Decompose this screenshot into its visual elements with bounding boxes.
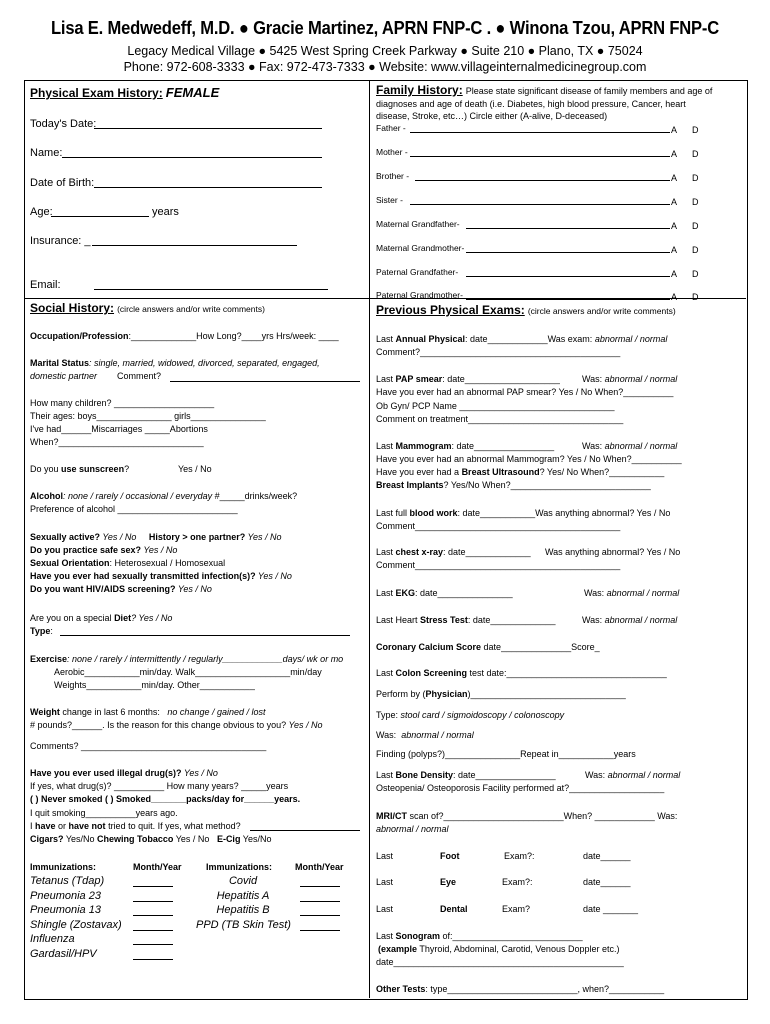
sti-row[interactable]: Have you ever had sexually transmitted infection(s)? Yes / No [30, 571, 292, 581]
pap-smear-row[interactable]: Last PAP smear: date___________________ [376, 374, 560, 384]
alive-option[interactable]: A [671, 292, 678, 302]
stress-test-row[interactable]: Last Heart Stress Test: date_____________ [376, 615, 556, 625]
last-eye-label: Last [376, 877, 394, 887]
alive-option[interactable]: A [671, 269, 678, 279]
immunization-date-field[interactable] [133, 915, 173, 916]
alive-option[interactable]: A [671, 221, 678, 231]
drugs-which-row[interactable]: If yes, what drug(s)? __________ How many years? _____years [30, 781, 289, 791]
clinic-contact: Phone: 972-608-3333 ● Fax: 972-473-7333 ● Website: www.villageinternalmedicinegroup.com [123, 60, 647, 74]
weight-change-row[interactable]: Weight change in last 6 months: no change / gained / lost [30, 707, 266, 717]
immunization-item: Covid [228, 875, 258, 887]
family-member-field[interactable] [466, 299, 670, 300]
last-dental-label: Last [376, 904, 394, 914]
email-label: Email: [30, 279, 61, 291]
annual-physical-row[interactable]: Last Annual Physical: date____________Was exam: abnormal / normal [376, 334, 668, 344]
eye-exam-question[interactable]: Exam?: [502, 877, 533, 887]
quit-method-field[interactable] [250, 830, 360, 831]
alive-option[interactable]: A [671, 245, 678, 255]
stress-test-result[interactable]: Was: abnormal / normal [582, 615, 678, 625]
immunization-date-field[interactable] [133, 886, 173, 887]
colon-result-row[interactable]: Was: abnormal / normal [376, 730, 474, 740]
coronary-calcium-row[interactable]: Coronary Calcium Score date______________Score_ [376, 642, 600, 652]
chest-xray-row[interactable]: Last chest x-ray: date_____________ [376, 547, 531, 557]
sunscreen-question[interactable]: Do you use sunscreen? [30, 464, 130, 474]
safe-sex-row[interactable]: Do you practice safe sex? Yes / No [30, 545, 178, 555]
alcohol-row[interactable]: Alcohol: none / rarely / occasional / everyday #_____drinks/week? [30, 491, 298, 501]
immunization-item: Gardasil/HPV [30, 947, 97, 960]
pap-result[interactable]: Was: abnormal / normal [582, 374, 678, 384]
foot-exam-question[interactable]: Exam?: [504, 851, 535, 861]
breast-ultrasound-row[interactable]: Have you ever had a Breast Ultrasound? Yes/ No When?___________ [376, 467, 665, 477]
mri-ct-result[interactable]: abnormal / normal [376, 824, 449, 834]
family-member-label: Maternal Grandmother- [376, 243, 465, 253]
colon-screening-row[interactable]: Last Colon Screening test date:________________________________ [376, 668, 667, 678]
deceased-option[interactable]: D [692, 269, 699, 279]
illegal-drugs-row[interactable]: Have you ever used illegal drug(s)? Yes / No [30, 768, 218, 778]
pounds-row[interactable]: # pounds?______. Is the reason for this change obvious to you? Yes / No [30, 720, 323, 730]
breast-implants-row[interactable]: Breast Implants? Yes/No When?____________________________ [376, 480, 651, 490]
annual-comment[interactable]: Comment?________________________________________ [376, 347, 621, 357]
email-field[interactable] [94, 289, 328, 290]
osteo-row[interactable]: Osteopenia/ Osteoporosis Facility performed at?___________________ [376, 783, 665, 793]
foot-exam-date[interactable]: date______ [583, 851, 631, 861]
family-member-label: Mother - [376, 147, 408, 157]
family-member-field[interactable] [410, 204, 670, 205]
immunization-item: Shingle (Zostavax) [30, 918, 122, 931]
immunization-date-field[interactable] [133, 959, 173, 960]
children-ages[interactable]: Their ages: boys_______________ girls_______________ [30, 411, 266, 421]
family-history-title: Family History: Please state significant disease of family members and age of [376, 83, 713, 97]
chest-xray-abnormal[interactable]: Was anything abnormal? Yes / No [545, 547, 681, 557]
ekg-row[interactable]: Last EKG: date_______________ [376, 588, 513, 598]
smoking-row[interactable]: ( ) Never smoked ( ) Smoked_______packs/day for______years. [30, 794, 301, 804]
family-member-field[interactable] [466, 276, 670, 277]
sunscreen-yes-no[interactable]: Yes / No [178, 464, 212, 474]
occupation-row[interactable]: Occupation/Profession:_____________How Long?____yrs Hrs/week: ____ [30, 331, 339, 341]
insurance-field[interactable] [92, 245, 297, 246]
family-member-label: Paternal Grandmother- [376, 290, 463, 300]
deceased-option[interactable]: D [692, 245, 699, 255]
marital-comment-field[interactable] [170, 381, 360, 382]
marital-status-row[interactable]: Marital Status: single, married, widowed, divorced, separated, engaged, [30, 358, 320, 368]
immunization-date-field[interactable] [133, 930, 173, 931]
center-divider [369, 80, 370, 998]
immunizations-left-list [30, 874, 122, 962]
mammogram-row[interactable]: Last Mammogram: date________________ [376, 441, 555, 451]
family-member-label: Maternal Grandfather- [376, 219, 460, 229]
children-count[interactable]: How many children? ____________________ [30, 398, 215, 408]
alive-option[interactable]: A [671, 197, 678, 207]
orientation-row[interactable]: Sexual Orientation: Heterosexual / Homosexual [30, 558, 226, 568]
todays-date-label: Today's Date: [30, 118, 97, 130]
alive-option[interactable]: A [671, 149, 678, 159]
immunization-date-field[interactable] [300, 930, 340, 931]
family-member-label: Sister - [376, 195, 403, 205]
pap-ever-abnormal[interactable]: Have you ever had an abnormal PAP smear? Yes / No When?__________ [376, 387, 674, 397]
deceased-option[interactable]: D [692, 149, 699, 159]
deceased-option[interactable]: D [692, 197, 699, 207]
bone-density-row[interactable]: Last Bone Density: date________________ [376, 770, 556, 780]
blood-work-row[interactable]: Last full blood work: date___________Was anything abnormal? Yes / No [376, 508, 671, 518]
quit-smoking-row[interactable]: I quit smoking__________years ago. [30, 808, 178, 818]
social-history-title: Social History: (circle answers and/or write comments) [30, 301, 265, 315]
todays-date-field[interactable] [94, 128, 322, 129]
eye-exam-label: Eye [440, 877, 457, 887]
aerobic-walk-row[interactable]: Aerobic___________min/day. Walk___________________min/day [54, 667, 322, 677]
last-foot-label: Last [376, 851, 394, 861]
name-label: Name: [30, 147, 63, 159]
quit-method-row[interactable]: I have or have not tried to quit. If yes, what method? [30, 821, 241, 831]
mammogram-ever-abnormal[interactable]: Have you ever had an abnormal Mammogram? Yes / No When?__________ [376, 454, 682, 464]
alive-option[interactable]: A [671, 125, 678, 135]
hiv-row[interactable]: Do you want HIV/AIDS screening? Yes / No [30, 584, 212, 594]
cigars-tobacco-row[interactable]: Cigars? Yes/No Chewing Tobacco Yes / No E-Cig Yes/No [30, 834, 272, 844]
immunizations-right-list [196, 874, 290, 932]
name-field[interactable] [62, 157, 322, 158]
dob-field[interactable] [94, 187, 322, 188]
immunization-item: Pneumonia 23 [30, 889, 101, 902]
years-label: years [152, 206, 179, 218]
deceased-option[interactable]: D [692, 292, 699, 302]
immunization-item: Hepatitis B [216, 904, 270, 917]
immunization-date-field[interactable] [133, 901, 173, 902]
immunizations-header-right: Immunizations: [206, 862, 273, 872]
diet-row[interactable]: Are you on a special Diet? Yes / No [30, 613, 173, 623]
deceased-option[interactable]: D [692, 173, 699, 183]
sonogram-date[interactable]: date______________________________________________ [376, 957, 624, 967]
sonogram-example: (example Thyroid, Abdominal, Carotid, Venous Doppler etc.) [378, 944, 620, 954]
ekg-result[interactable]: Was: abnormal / normal [584, 588, 680, 598]
immunization-date-field[interactable] [300, 915, 340, 916]
physical-exam-title: Physical Exam History: FEMALE [30, 85, 220, 100]
clinic-address: Legacy Medical Village ● 5425 West Spring Creek Parkway ● Suite 210 ● Plano, TX ● 75024 [127, 44, 643, 58]
polyps-finding-row[interactable]: Finding (polyps?)_______________Repeat in___________years [376, 749, 636, 759]
foot-exam-label: Foot [440, 851, 460, 861]
sexually-active-row[interactable]: Sexually active? Yes / No History > one partner? Yes / No [30, 532, 282, 542]
miscarriages-abortions[interactable]: I've had______Miscarriages _____Abortions [30, 424, 208, 434]
providers-header: Lisa E. Medwedeff, M.D. ● Gracie Martinez, APRN FNP-C . ● Winona Tzou, APRN FNP-C [50, 18, 720, 38]
diet-type-field[interactable] [60, 635, 350, 636]
eye-exam-date[interactable]: date______ [583, 877, 631, 887]
immunizations-header-left: Immunizations: [30, 862, 97, 872]
pregnancy-when[interactable]: When?_____________________________ [30, 437, 204, 447]
weights-other-row[interactable]: Weights___________min/day. Other___________ [54, 680, 255, 690]
month-year-header-left: Month/Year [133, 862, 182, 872]
mri-ct-row[interactable]: MRI/CT scan of?________________________When? ____________ Was: [376, 811, 678, 821]
family-member-field[interactable] [466, 228, 670, 229]
dob-label: Date of Birth: [30, 177, 95, 189]
family-history-intro-2: diagnoses and age of death (i.e. Diabetes, high blood pressure, Cancer, heart [376, 99, 686, 109]
alive-option[interactable]: A [671, 173, 678, 183]
immunization-item: Tetanus (Tdap) [30, 875, 105, 887]
immunization-date-field[interactable] [133, 944, 173, 945]
colon-physician-row[interactable]: Perform by (Physician)_______________________________ [376, 689, 626, 699]
dental-exam-date[interactable]: date _______ [583, 904, 639, 914]
immunization-item: PPD (TB Skin Test) [196, 918, 291, 931]
diet-type-label: Type: [30, 626, 53, 636]
domestic-partner-row[interactable]: domestic partner Comment? [30, 371, 162, 381]
sonogram-row[interactable]: Last Sonogram of:__________________________ [376, 931, 583, 941]
family-member-field[interactable] [466, 252, 670, 253]
immunization-date-field[interactable] [300, 901, 340, 902]
obgyn-name[interactable]: Ob Gyn/ PCP Name _______________________________ [376, 401, 615, 411]
deceased-option[interactable]: D [692, 125, 699, 135]
family-member-field[interactable] [410, 132, 670, 133]
family-member-field[interactable] [415, 180, 670, 181]
immunization-item: Pneumonia 13 [30, 904, 101, 917]
immunization-date-field[interactable] [300, 886, 340, 887]
family-member-label: Paternal Grandfather- [376, 267, 459, 277]
insurance-label: Insurance: _ [30, 235, 91, 247]
alcohol-preference[interactable]: Preference of alcohol ________________________ [30, 504, 238, 514]
month-year-header-right: Month/Year [295, 862, 344, 872]
family-member-field[interactable] [410, 156, 670, 157]
age-label: Age: [30, 206, 53, 218]
immunization-item: Hepatitis A [216, 889, 270, 902]
dental-exam-question[interactable]: Exam? [502, 904, 531, 914]
immunization-item: Influenza [30, 933, 75, 946]
family-member-label: Brother - [376, 171, 410, 181]
family-history-intro-3: disease, Stroke, etc…) Circle either (A-alive, D-deceased) [376, 111, 608, 121]
colon-type-row[interactable]: Type: stool card / sigmoidoscopy / colonoscopy [376, 710, 565, 720]
exercise-row[interactable]: Exercise: none / rarely / intermittently / regularly____________days/ wk or mo [30, 654, 344, 664]
chest-xray-comment[interactable]: Comment_________________________________________ [376, 560, 621, 570]
family-member-label: Father - [376, 123, 406, 133]
previous-exams-title: Previous Physical Exams: (circle answers and/or write comments) [376, 303, 676, 317]
comments-row[interactable]: Comments? _____________________________________ [30, 741, 267, 751]
deceased-option[interactable]: D [692, 221, 699, 231]
treatment-comment[interactable]: Comment on treatment_______________________________ [376, 414, 624, 424]
dental-exam-label: Dental [440, 904, 468, 914]
mammogram-result[interactable]: Was: abnormal / normal [582, 441, 678, 451]
age-field[interactable] [51, 216, 149, 217]
bone-density-result[interactable]: Was: abnormal / normal [585, 770, 681, 780]
other-tests-row[interactable]: Other Tests: type__________________________, when?___________ [376, 984, 665, 994]
blood-work-comment[interactable]: Comment_________________________________________ [376, 521, 621, 531]
